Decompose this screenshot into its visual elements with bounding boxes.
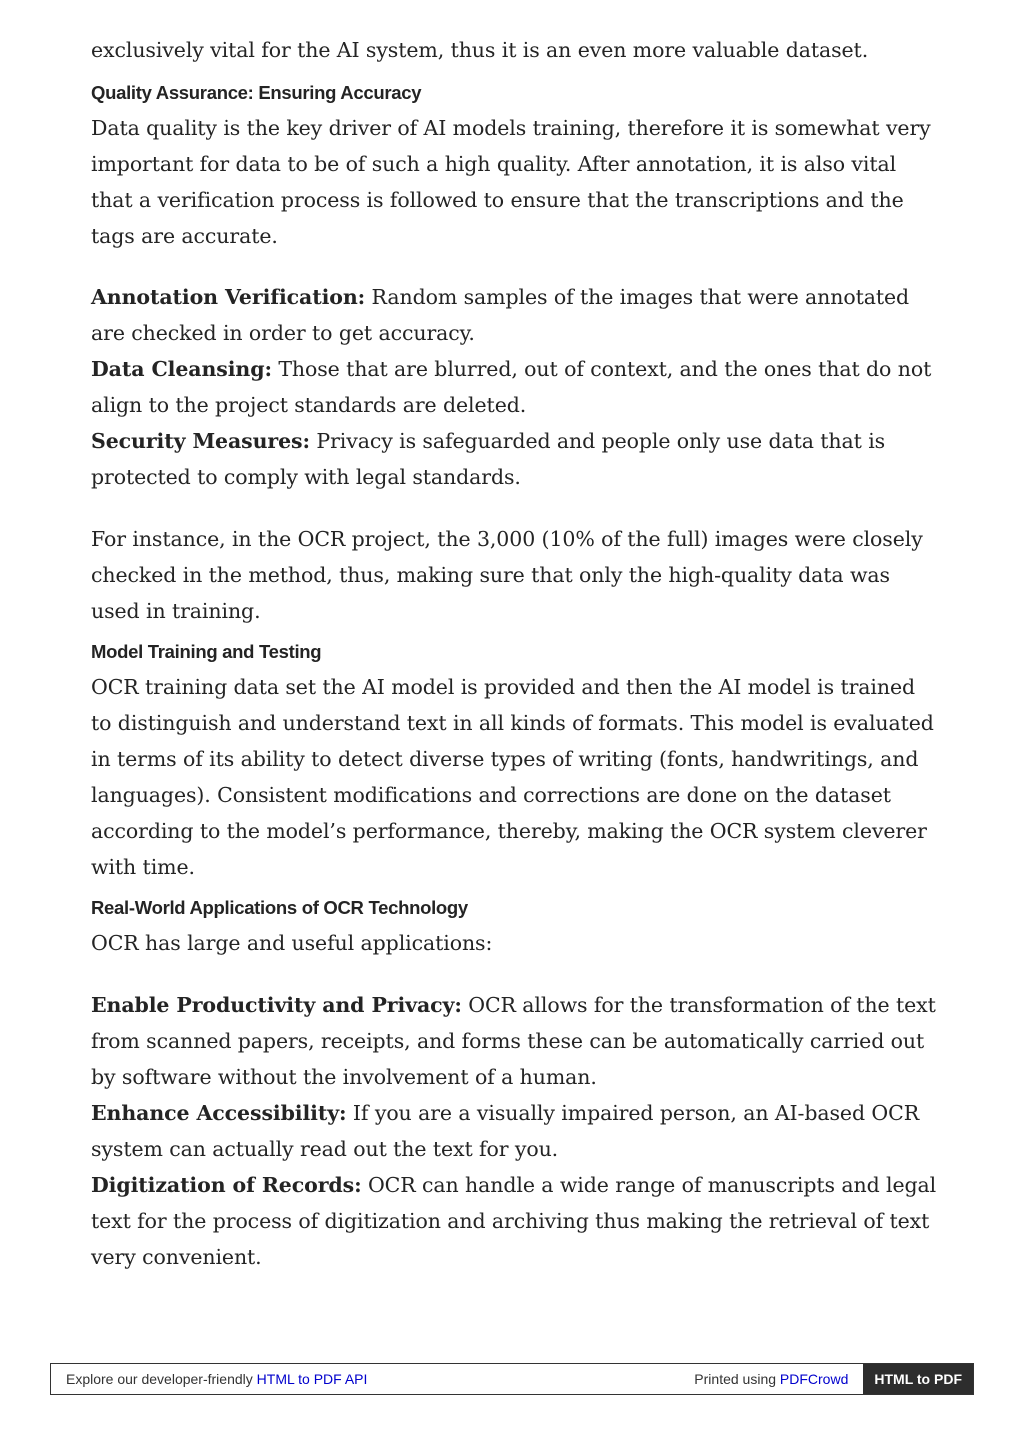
html-to-pdf-button[interactable]: HTML to PDF [863,1364,973,1394]
item-label: Annotation Verification: [91,285,366,309]
footer-printed-text: Printed using [694,1371,780,1387]
footer-printed-using [694,1371,863,1387]
quality-example: For instance, in the OCR project, the 3,000 (10% of the full) images were closely checked in the method, thus, making sure that only the high-quality data was used in training. [91,527,923,623]
footer-promo [51,1371,694,1387]
intro-line: exclusively vital for the AI system, thus it is an even more valuable dataset. [91,38,869,62]
heading-real-world-applications: Real-World Applications of OCR Technology [91,897,468,918]
item-label: Enable Productivity and Privacy: [91,993,462,1017]
item-text: Privacy is safeguarded and people only use data that is protected to comply with legal standards. [91,429,886,489]
pdfcrowd-footer-bar [50,1363,974,1395]
training-body: OCR training data set the AI model is provided and then the AI model is trained to distinguish and understand text in all kinds of formats. This model is evaluated in terms of its ability to detect diverse types of writing (fonts, handwritings, and languages). Consistent modifications and corrections are done on the dataset according to the model’s performance, thereby, making the OCR system cleverer with time. [91,675,934,879]
list-item-security-measures [91,423,941,495]
list-item-productivity [91,987,941,1095]
heading-model-training: Model Training and Testing [91,641,322,662]
list-item-data-cleansing [91,351,941,423]
item-text: Random samples of the images that were annotated are checked in order to get accuracy. [91,285,910,345]
item-text: OCR allows for the transformation of the text from scanned papers, receipts, and forms these can be automatically carried out by software without the involvement of a human. [91,993,936,1089]
list-item-annotation-verification [91,279,941,351]
quality-body: Data quality is the key driver of AI models training, therefore it is somewhat very important for data to be of such a high quality. After annotation, it is also vital that a verification process is followed to ensure that the transcriptions and the tags are accurate. [91,116,931,248]
applications-body: OCR has large and useful applications: [91,931,493,955]
item-label: Security Measures: [91,429,310,453]
html-to-pdf-api-link[interactable]: HTML to PDF API [256,1371,368,1387]
item-text: Those that are blurred, out of context, and the ones that do not align to the project standards are deleted. [91,357,932,417]
item-text: OCR can handle a wide range of manuscripts and legal text for the process of digitization and archiving thus making the retrieval of text very convenient. [91,1173,937,1269]
applications-list [91,987,941,1275]
document-body [91,38,941,1275]
list-item-digitization [91,1167,941,1275]
heading-quality-assurance: Quality Assurance: Ensuring Accuracy [91,82,422,103]
list-item-accessibility [91,1095,941,1167]
item-label: Digitization of Records: [91,1173,362,1197]
item-label: Data Cleansing: [91,357,272,381]
footer-promo-text: Explore our developer-friendly [66,1371,257,1387]
quality-list [91,279,941,495]
item-label: Enhance Accessibility: [91,1101,347,1125]
item-text: If you are a visually impaired person, an AI-based OCR system can actually read out the text for you. [91,1101,920,1161]
pdfcrowd-link[interactable]: PDFCrowd [779,1371,849,1387]
